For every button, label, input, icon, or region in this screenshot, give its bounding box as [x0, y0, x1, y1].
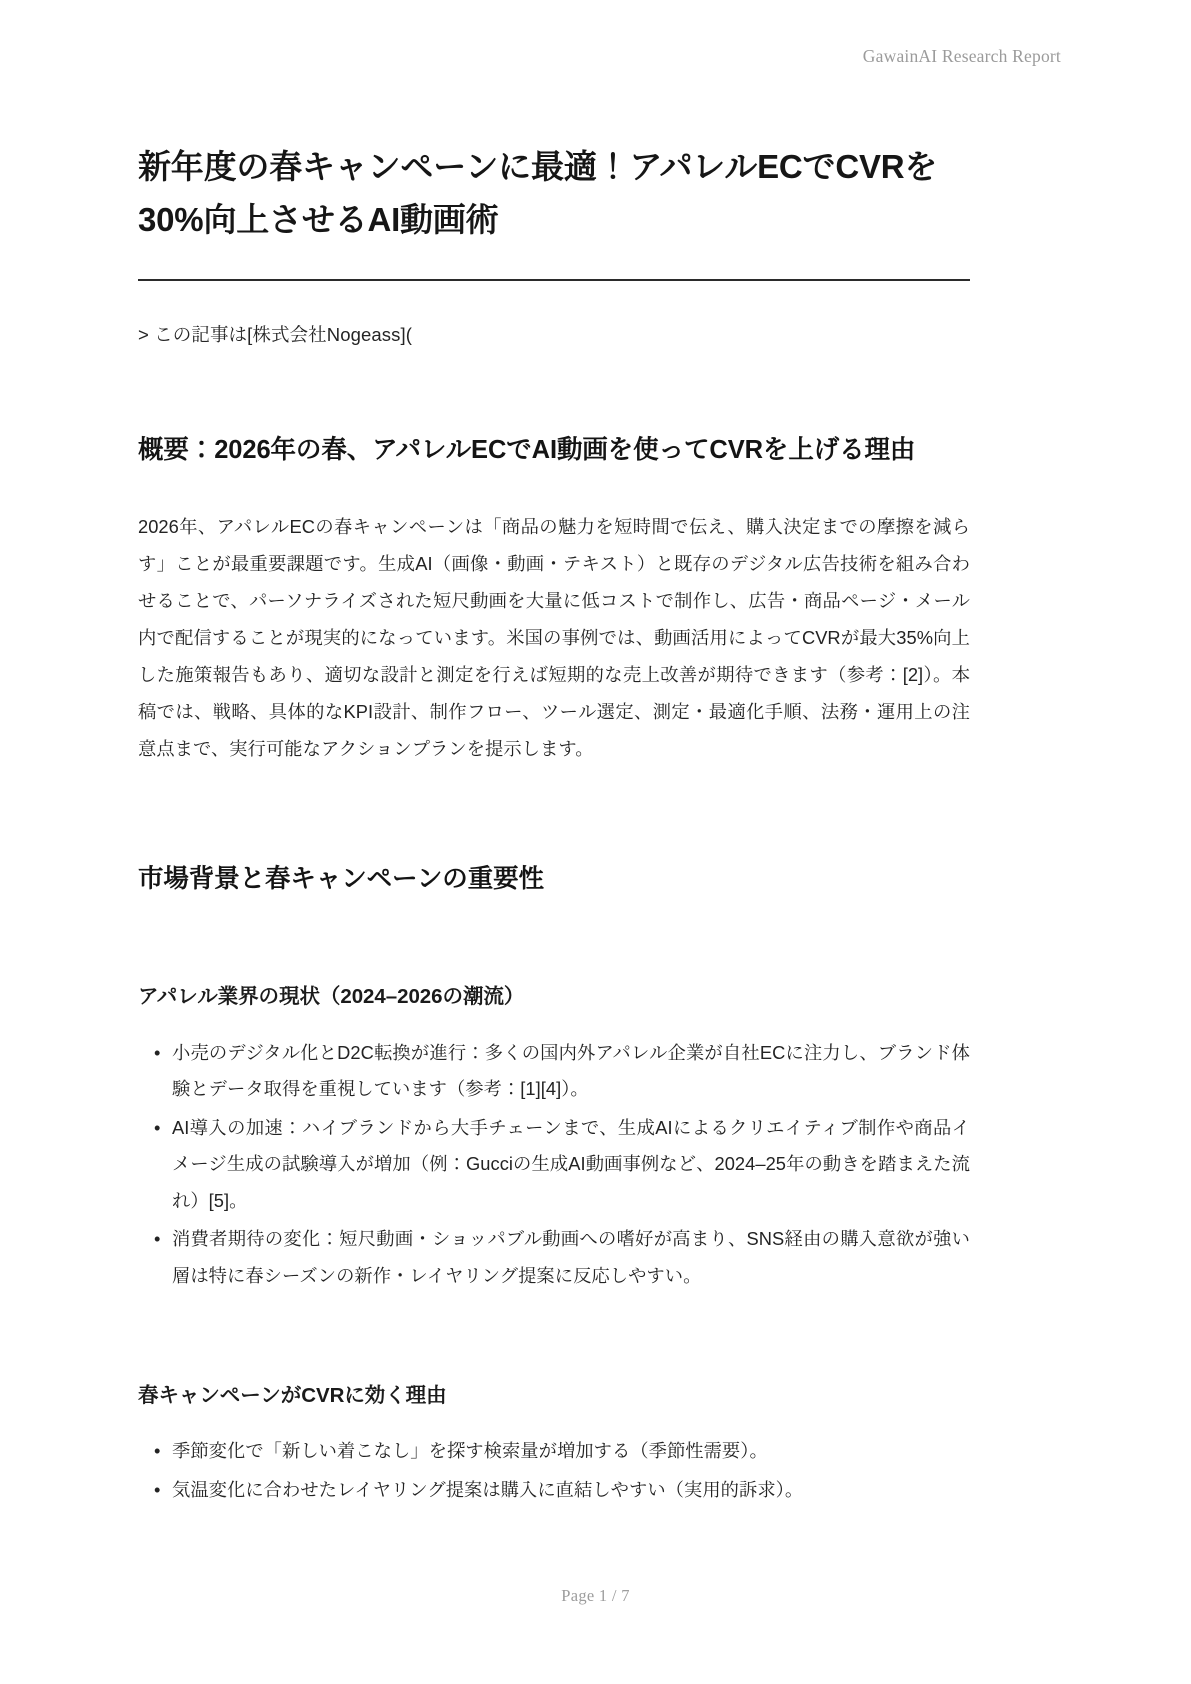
section-heading-overview: 概要：2026年の春、アパレルECでAI動画を使ってCVRを上げる理由 [138, 436, 916, 465]
bullet-list-apparel-status [138, 1035, 970, 1295]
list-item: • 季節変化で「新しい着こなし」を探す検索量が増加する（季節性需要）。 [138, 1433, 970, 1470]
bullet-list-why-spring [138, 1433, 970, 1508]
list-item: • 小売のデジタル化とD2C転換が進行：多くの国内外アパレル企業が自社ECに注力し、ブランド体験とデータ取得を重視しています（参考：[1][4]）。 [138, 1035, 970, 1108]
source-blockquote: > この記事は[株式会社Nogeass]( [138, 323, 413, 345]
page-footer: Page 1 / 7 [561, 1586, 630, 1605]
document-content [138, 140, 970, 1511]
page-title: 新年度の春キャンペーンに最適！アパレルECでCVRを30%向上させるAI動画術 [138, 148, 938, 239]
list-item: • 気温変化に合わせたレイヤリング提案は購入に直結しやすい（実用的訴求）。 [138, 1472, 970, 1509]
list-item: • AI導入の加速：ハイブランドから大手チェーンまで、生成AIによるクリエイティブ制作や商品イメージ生成の試験導入が増加（例：Gucciの生成AI動画事例など、2024–25年の動きを踏まえた流れ）[5]。 [138, 1110, 970, 1220]
section-heading-market: 市場背景と春キャンペーンの重要性 [138, 864, 544, 893]
running-header: GawainAI Research Report [862, 46, 1061, 66]
title-divider [138, 279, 970, 281]
section-paragraph-overview: 2026年、アパレルECの春キャンペーンは「商品の魅力を短時間で伝え、購入決定までの摩擦を減らす」ことが最重要課題です。生成AI（画像・動画・テキスト）と既存のデジタル広告技術を組み合わせることで、パーソナライズされた短尺動画を大量に低コストで制作し、広告・商品ページ・メール内で配信することが現実的になっています。米国の事例では、動画活用によってCVRが最大35%向上した施策報告もあり、適切な設計と測定を行えば短期的な売上改善が期待できます（参考：[2]）。本稿では、戦略、具体的なKPI設計、制作フロー、ツール選定、測定・最適化手順、法務・運用上の注意点まで、実行可能なアクションプランを提示します。 [138, 515, 970, 760]
subsection-heading-apparel-status: アパレル業界の現状（2024–2026の潮流） [138, 984, 525, 1008]
list-item: • 消費者期待の変化：短尺動画・ショッパブル動画への嗜好が高まり、SNS経由の購入意欲が強い層は特に春シーズンの新作・レイヤリング提案に反応しやすい。 [138, 1221, 970, 1294]
subsection-heading-why-spring: 春キャンペーンがCVRに効く理由 [138, 1383, 447, 1407]
